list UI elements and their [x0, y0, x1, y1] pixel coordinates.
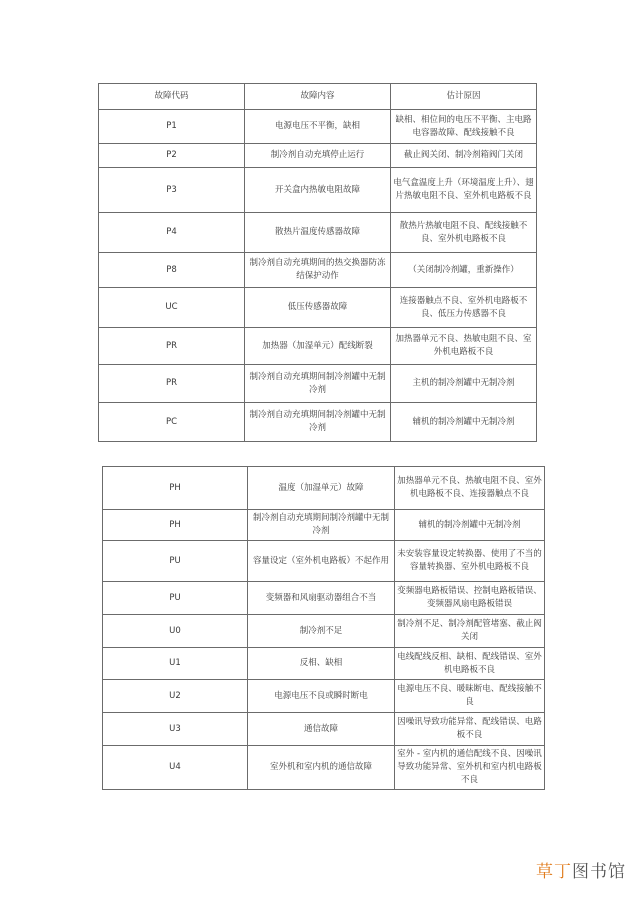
- table-row: [99, 110, 537, 144]
- table-row: [103, 467, 545, 510]
- header-code: 故障代码: [99, 84, 245, 110]
- table-row: [99, 288, 537, 328]
- fault-cause: 截止阀关闭、制冷剂箱阀门关闭: [391, 144, 537, 168]
- fault-content: 制冷剂自动充填期间制冷剂罐中无制冷剂: [248, 510, 395, 541]
- fault-content: 反相、缺相: [248, 648, 395, 680]
- site-watermark: [536, 857, 626, 882]
- table-row: [103, 680, 545, 713]
- fault-content: 制冷剂自动充填期间制冷剂罐中无制冷剂: [245, 403, 391, 442]
- fault-code: P3: [99, 168, 245, 213]
- fault-code: U1: [103, 648, 248, 680]
- fault-cause: 变频器电路板错误、控制电路板错误、变频器风扇电路板错误: [395, 582, 545, 615]
- fault-content: 加热器（加湿单元）配线断裂: [245, 328, 391, 365]
- fault-content: 制冷剂自动充填期间制冷剂罐中无制冷剂: [245, 365, 391, 403]
- table-row: [99, 213, 537, 253]
- fault-content: 制冷剂自动充填期间的热交换器防冻结保护动作: [245, 253, 391, 288]
- fault-content: 变频器和风扇驱动器组合不当: [248, 582, 395, 615]
- fault-cause: 连接器触点不良、室外机电路板不良、低压力传感器不良: [391, 288, 537, 328]
- fault-code: PC: [99, 403, 245, 442]
- table-row: [99, 328, 537, 365]
- fault-code: P1: [99, 110, 245, 144]
- fault-cause: 室外 - 室内机的通信配线不良、因噪讯导致功能异常、室外机和室内机电路板不良: [395, 746, 545, 790]
- table-row: [103, 648, 545, 680]
- watermark-part-1: 草丁: [536, 862, 572, 882]
- fault-content: 温度（加湿单元）故障: [248, 467, 395, 510]
- fault-code: UC: [99, 288, 245, 328]
- fault-code: PH: [103, 467, 248, 510]
- fault-cause: 电线配线反相、缺相、配线错误、室外机电路板不良: [395, 648, 545, 680]
- fault-cause: 辅机的制冷剂罐中无制冷剂: [395, 510, 545, 541]
- table-row: [103, 582, 545, 615]
- fault-content: 通信故障: [248, 713, 395, 746]
- fault-code-table-2: [102, 466, 545, 790]
- fault-cause: （关闭制冷剂罐，重新操作）: [391, 253, 537, 288]
- table-row: [103, 615, 545, 648]
- fault-code: U0: [103, 615, 248, 648]
- fault-cause: 未安装容量设定转换器、使用了不当的容量转换器、室外机电路板不良: [395, 541, 545, 582]
- fault-cause: 制冷剂不足、制冷剂配管堵塞、截止阀关闭: [395, 615, 545, 648]
- fault-code: PU: [103, 541, 248, 582]
- fault-cause: 主机的制冷剂罐中无制冷剂: [391, 365, 537, 403]
- table-header-row: [99, 84, 537, 110]
- fault-code-table-1: [98, 83, 537, 442]
- fault-code: P8: [99, 253, 245, 288]
- table-row: [99, 253, 537, 288]
- fault-content: 容量设定（室外机电路板）不起作用: [248, 541, 395, 582]
- fault-cause: 辅机的制冷剂罐中无制冷剂: [391, 403, 537, 442]
- table-row: [99, 168, 537, 213]
- table-row: [103, 746, 545, 790]
- table-row: [99, 144, 537, 168]
- fault-cause: 加热器单元不良、热敏电阻不良、室外机电路板不良: [391, 328, 537, 365]
- fault-cause: 加热器单元不良、热敏电阻不良、室外机电路板不良、连接器触点不良: [395, 467, 545, 510]
- watermark-part-2: 图书馆: [572, 862, 626, 882]
- fault-code: U4: [103, 746, 248, 790]
- fault-cause: 电源电压不良、暖昧断电、配线接触不良: [395, 680, 545, 713]
- fault-cause: 电气盒温度上升（环境温度上升）、翅片热敏电阻不良、室外机电路板不良: [391, 168, 537, 213]
- table-row: [103, 541, 545, 582]
- fault-cause: 缺相、相位间的电压不平衡、主电路电容器故障、配线接触不良: [391, 110, 537, 144]
- fault-cause: 散热片热敏电阻不良、配线接触不良、室外机电路板不良: [391, 213, 537, 253]
- header-cause: 估计原因: [391, 84, 537, 110]
- fault-code: PH: [103, 510, 248, 541]
- fault-cause: 因噪讯导致功能异常、配线错误、电路板不良: [395, 713, 545, 746]
- fault-content: 室外机和室内机的通信故障: [248, 746, 395, 790]
- fault-content: 开关盒内热敏电阻故障: [245, 168, 391, 213]
- table-row: [99, 365, 537, 403]
- fault-code: P4: [99, 213, 245, 253]
- fault-content: 电源电压不平衡，缺相: [245, 110, 391, 144]
- header-content: 故障内容: [245, 84, 391, 110]
- table-row: [103, 510, 545, 541]
- fault-code: PR: [99, 328, 245, 365]
- fault-code: PU: [103, 582, 248, 615]
- fault-code: P2: [99, 144, 245, 168]
- fault-content: 电源电压不良或瞬时断电: [248, 680, 395, 713]
- fault-code: U3: [103, 713, 248, 746]
- table-row: [99, 403, 537, 442]
- fault-content: 制冷剂不足: [248, 615, 395, 648]
- fault-code: PR: [99, 365, 245, 403]
- table-row: [103, 713, 545, 746]
- fault-content: 制冷剂自动充填停止运行: [245, 144, 391, 168]
- fault-content: 散热片温度传感器故障: [245, 213, 391, 253]
- fault-code: U2: [103, 680, 248, 713]
- fault-content: 低压传感器故障: [245, 288, 391, 328]
